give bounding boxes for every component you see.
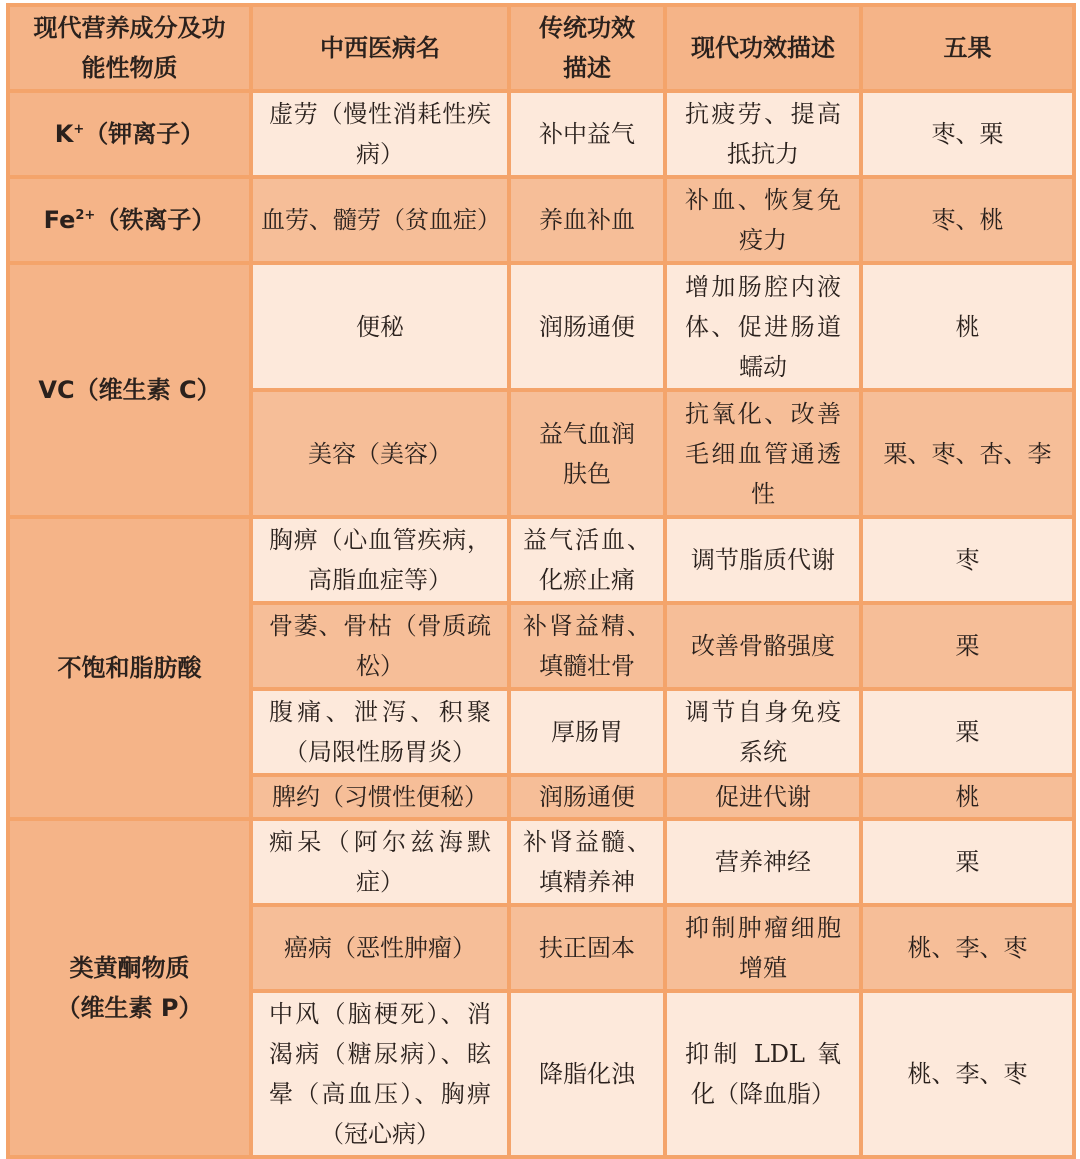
- table-row: [8, 91, 1074, 177]
- traditional-cell: 益气血润肤色: [509, 390, 665, 517]
- nutrient-potassium: K+（钾离子）: [8, 91, 251, 177]
- nutrient-vitamin-c: VC（维生素 C）: [8, 263, 251, 517]
- header-row: [8, 5, 1074, 91]
- disease-cell: 痴呆（阿尔兹海默症）: [251, 819, 509, 905]
- modern-cell: 改善骨骼强度: [665, 603, 861, 689]
- fruits-cell: 栗: [861, 689, 1074, 775]
- traditional-cell: 补中益气: [509, 91, 665, 177]
- disease-cell: 美容（美容）: [251, 390, 509, 517]
- modern-cell: 营养神经: [665, 819, 861, 905]
- traditional-cell: 厚肠胃: [509, 689, 665, 775]
- fruits-cell: 桃: [861, 263, 1074, 390]
- nutrient-iron: $Fe^{2+}$（铁离子）: [8, 177, 251, 263]
- disease-cell: 虚劳（慢性消耗性疾病）: [251, 91, 509, 177]
- modern-cell: 调节脂质代谢: [665, 517, 861, 603]
- fruits-cell: 桃、李、枣: [861, 991, 1074, 1157]
- traditional-cell: 降脂化浊: [509, 991, 665, 1157]
- header-disease: 中西医病名: [251, 5, 509, 91]
- traditional-cell: 补肾益髓、填精养神: [509, 819, 665, 905]
- disease-cell: 中风（脑梗死）、消渴病（糖尿病）、眩晕（高血压）、胸痹（冠心病）: [251, 991, 509, 1157]
- fruits-cell: 枣、桃: [861, 177, 1074, 263]
- modern-cell: 补血、恢复免疫力: [665, 177, 861, 263]
- modern-cell: 抑制肿瘤细胞增殖: [665, 905, 861, 991]
- nutrition-table: [6, 3, 1076, 1159]
- modern-cell: 抗疲劳、提高抵抗力: [665, 91, 861, 177]
- modern-cell: 抑制 LDL 氧化（降血脂）: [665, 991, 861, 1157]
- disease-cell: 骨萎、骨枯（骨质疏松）: [251, 603, 509, 689]
- fruits-cell: 桃: [861, 775, 1074, 819]
- traditional-cell: 扶正固本: [509, 905, 665, 991]
- nutrient-unsaturated-fatty-acid: 不饱和脂肪酸: [8, 517, 251, 819]
- disease-cell: 胸痹（心血管疾病，高脂血症等）: [251, 517, 509, 603]
- traditional-cell: 养血补血: [509, 177, 665, 263]
- table-row: [8, 177, 1074, 263]
- modern-cell: 增加肠腔内液体、促进肠道蠕动: [665, 263, 861, 390]
- traditional-cell: 补肾益精、填髓壮骨: [509, 603, 665, 689]
- table-row: [8, 263, 1074, 390]
- disease-cell: 腹痛、泄泻、积聚（局限性肠胃炎）: [251, 689, 509, 775]
- fruits-cell: 桃、李、枣: [861, 905, 1074, 991]
- disease-cell: 癌病（恶性肿瘤）: [251, 905, 509, 991]
- traditional-cell: 润肠通便: [509, 263, 665, 390]
- fruits-cell: 栗: [861, 819, 1074, 905]
- traditional-cell: 润肠通便: [509, 775, 665, 819]
- table-row: [8, 517, 1074, 603]
- disease-cell: 脾约（习惯性便秘）: [251, 775, 509, 819]
- table-row: [8, 819, 1074, 905]
- traditional-cell: 益气活血、化瘀止痛: [509, 517, 665, 603]
- header-modern: 现代功效描述: [665, 5, 861, 91]
- nutrient-flavonoid-line2: （维生素 P）: [56, 994, 203, 1022]
- modern-cell: 调节自身免疫系统: [665, 689, 861, 775]
- nutrient-flavonoid-line1: 类黄酮物质: [69, 954, 190, 982]
- disease-cell: 便秘: [251, 263, 509, 390]
- header-nutrient: 现代营养成分及功能性物质: [8, 5, 251, 91]
- disease-cell: 血劳、髓劳（贫血症）: [251, 177, 509, 263]
- header-fruits: 五果: [861, 5, 1074, 91]
- fruits-cell: 枣: [861, 517, 1074, 603]
- fruits-cell: 枣、栗: [861, 91, 1074, 177]
- modern-cell: 抗氧化、改善毛细血管通透性: [665, 390, 861, 517]
- header-traditional: 传统功效描述: [509, 5, 665, 91]
- nutrient-flavonoid: [8, 819, 251, 1157]
- modern-cell: 促进代谢: [665, 775, 861, 819]
- fruits-cell: 栗: [861, 603, 1074, 689]
- fruits-cell: 栗、枣、杏、李: [861, 390, 1074, 517]
